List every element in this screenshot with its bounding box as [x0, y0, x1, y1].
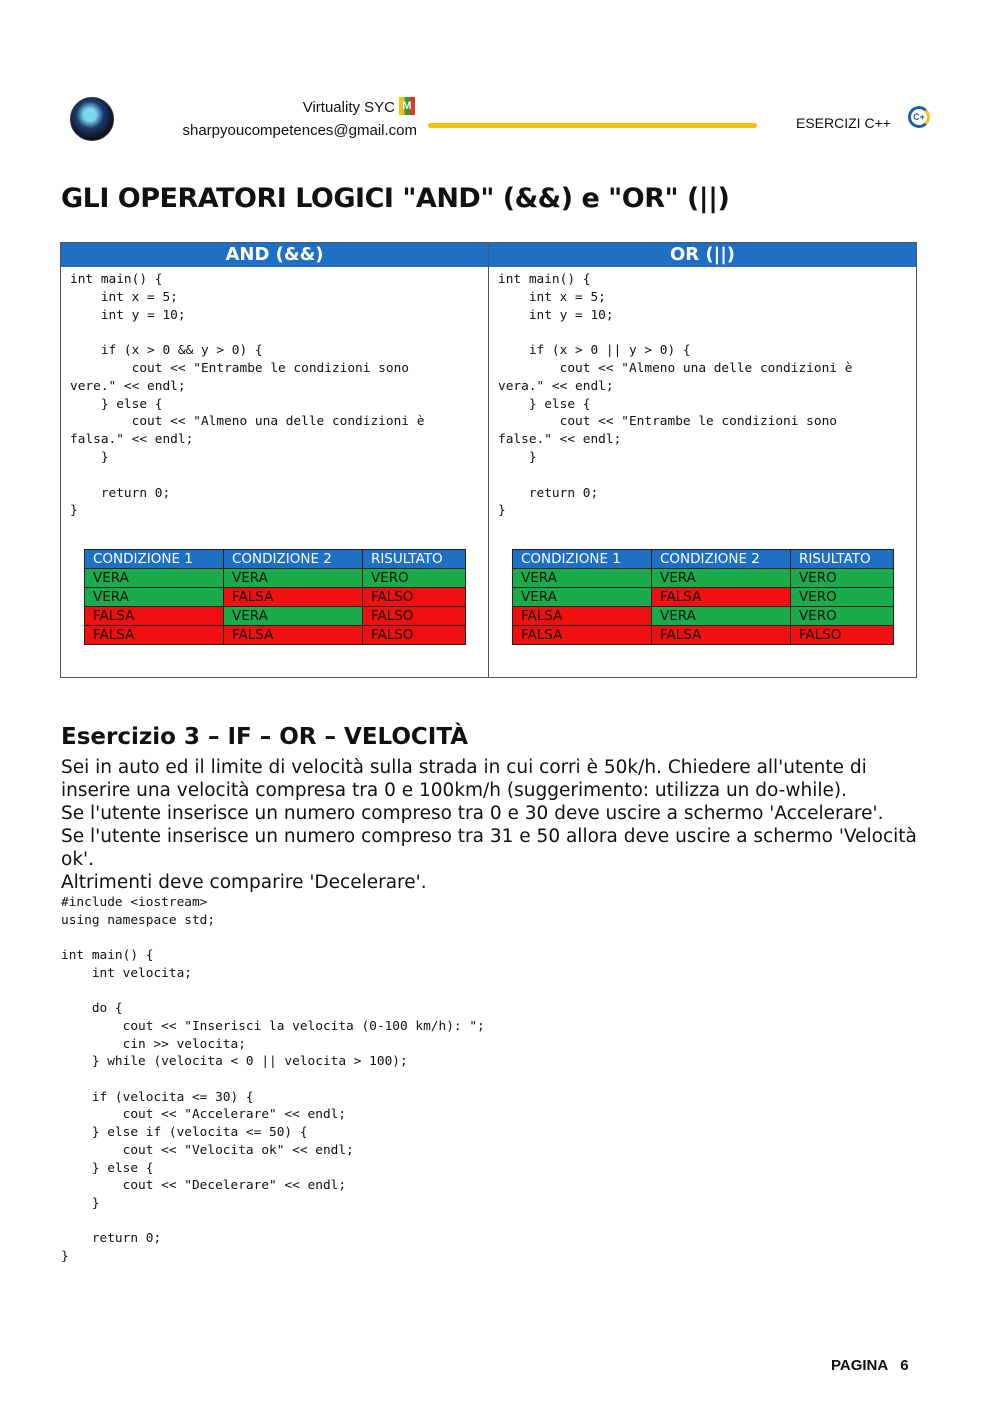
table-cell: VERA — [223, 569, 362, 588]
truth-table-header — [85, 550, 466, 569]
page-footer — [831, 1357, 909, 1374]
table-cell: VERO — [362, 569, 465, 588]
table-cell: VERA — [85, 588, 224, 607]
exercise-paragraph: Se l'utente inserisce un numero compreso tra 0 e 30 deve uscire a schermo 'Accelerare'. — [61, 803, 884, 824]
header-cell: CONDIZIONE 1 — [513, 550, 652, 569]
table-cell: VERO — [790, 607, 893, 626]
exercise-description — [61, 756, 941, 894]
table-row — [85, 626, 466, 645]
exercise-paragraph: Altrimenti deve comparire 'Decelerare'. — [61, 872, 427, 893]
page-label: PAGINA — [831, 1357, 889, 1374]
page-number: 6 — [900, 1357, 909, 1374]
page-header — [0, 0, 1000, 160]
table-cell: VERA — [513, 588, 652, 607]
table-row — [85, 607, 466, 626]
truth-table-header — [513, 550, 894, 569]
course-label: ESERCIZI C++ — [796, 115, 891, 131]
table-cell: FALSA — [513, 626, 652, 645]
and-truth-table — [84, 549, 466, 645]
and-column-heading: AND (&&) — [61, 243, 488, 267]
exercise-paragraph: Sei in auto ed il limite di velocità sulla strada in cui corri è 50k/h. Chiedere all'utente di inserire una velocità compresa tra 0 e 100km/h (suggerimento: utilizza un do-while). — [61, 757, 867, 801]
page-title: GLI OPERATORI LOGICI "AND" (&&) e "OR" (||) — [61, 183, 730, 214]
table-cell: FALSA — [85, 626, 224, 645]
exercise-code-block: #include <iostream> using namespace std; int main() { int velocita; do { cout << "Inserisci la velocita (0-100 km/h): "; cin >> velocita; } while (velocita < 0 || velocita > 100); if (velocita <= 30) { cout << "Accelerare" << endl; } else if (velocita <= 50) { cout << "Velocita ok" << endl; } else { cout << "Decelerare" << endl; } return 0; } — [61, 895, 485, 1265]
header-cell: CONDIZIONE 1 — [85, 550, 224, 569]
exercise-paragraph: Se l'utente inserisce un numero compreso tra 31 e 50 allora deve uscire a schermo 'Velocità ok'. — [61, 826, 917, 870]
cpp-logo-icon: C+ — [908, 106, 930, 128]
table-cell: FALSA — [223, 588, 362, 607]
table-row — [513, 626, 894, 645]
table-cell: FALSA — [651, 588, 790, 607]
and-column — [61, 243, 489, 677]
table-cell: FALSO — [790, 626, 893, 645]
table-row — [85, 588, 466, 607]
table-cell: VERA — [651, 607, 790, 626]
or-column — [489, 243, 916, 677]
header-cell: RISULTATO — [362, 550, 465, 569]
or-truth-table — [512, 549, 894, 645]
table-row — [513, 607, 894, 626]
table-cell: VERO — [790, 588, 893, 607]
table-row — [513, 569, 894, 588]
author-avatar — [70, 97, 114, 141]
brand-email: sharpyoucompetences@gmail.com — [182, 122, 417, 139]
header-cell: RISULTATO — [790, 550, 893, 569]
table-cell: FALSO — [362, 626, 465, 645]
table-cell: FALSA — [651, 626, 790, 645]
table-cell: VERA — [223, 607, 362, 626]
header-cell: CONDIZIONE 2 — [223, 550, 362, 569]
brand-badge-icon: M — [399, 97, 415, 115]
table-cell: FALSA — [513, 607, 652, 626]
table-cell: VERA — [85, 569, 224, 588]
brand-name: Virtuality SYC — [302, 99, 395, 116]
table-cell: FALSO — [362, 588, 465, 607]
or-column-heading: OR (||) — [489, 243, 916, 267]
header-cell: CONDIZIONE 2 — [651, 550, 790, 569]
operators-comparison — [60, 242, 917, 678]
and-code-block: int main() { int x = 5; int y = 10; if (x > 0 && y > 0) { cout << "Entrambe le condizioni sono vere." << endl; } else { cout << "Almeno una delle condizioni è falsa." << endl; } return 0; } — [70, 272, 425, 519]
table-cell: VERA — [651, 569, 790, 588]
table-cell: FALSA — [223, 626, 362, 645]
table-cell: VERO — [790, 569, 893, 588]
or-code-block: int main() { int x = 5; int y = 10; if (x > 0 || y > 0) { cout << "Almeno una delle condizioni è vera." << endl; } else { cout << "Entrambe le condizioni sono false." << endl; } return 0; } — [498, 272, 853, 519]
table-row — [513, 588, 894, 607]
table-row — [85, 569, 466, 588]
exercise-title: Esercizio 3 – IF – OR – VELOCITÀ — [61, 724, 469, 750]
table-cell: VERA — [513, 569, 652, 588]
header-divider — [428, 123, 757, 128]
table-cell: FALSO — [362, 607, 465, 626]
table-cell: FALSA — [85, 607, 224, 626]
